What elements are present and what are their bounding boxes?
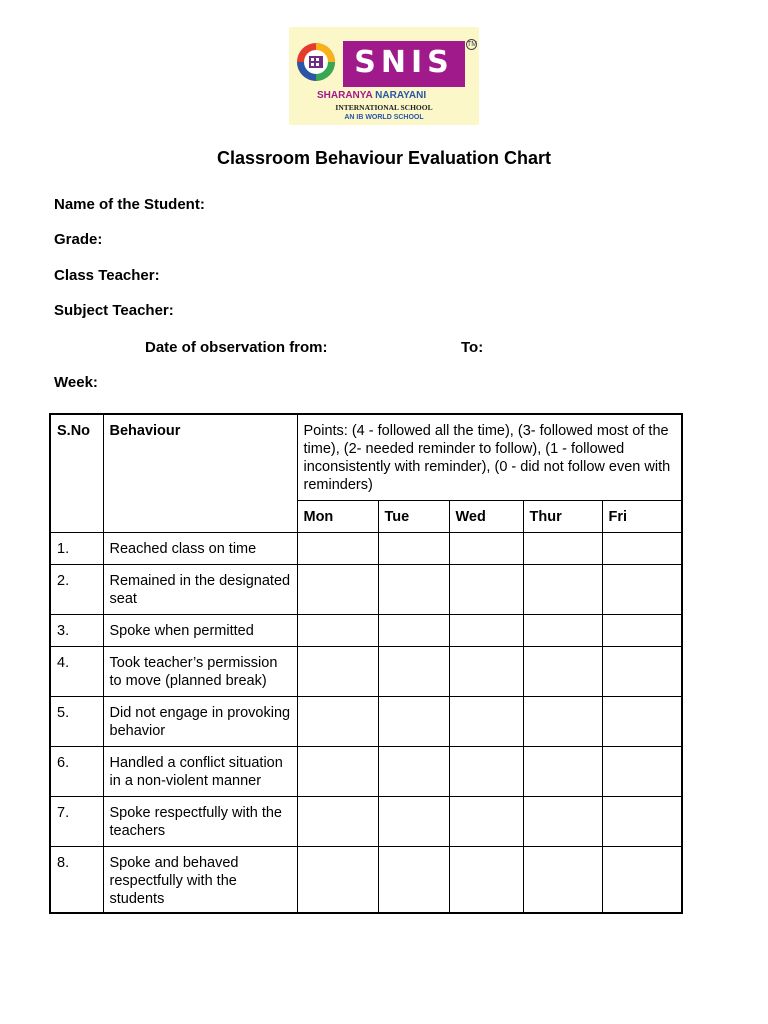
row-sno: 3. [50, 614, 103, 646]
score-cell-thur [523, 646, 602, 696]
score-cell-tue [378, 532, 449, 564]
score-cell-thur [523, 532, 602, 564]
score-cell-mon [297, 646, 378, 696]
row-behaviour: Spoke when permitted [103, 614, 297, 646]
header-behaviour: Behaviour [103, 414, 297, 532]
table-row [50, 796, 682, 846]
header-day-wed: Wed [449, 500, 523, 532]
header-sno: S.No [50, 414, 103, 532]
score-cell-tue [378, 846, 449, 913]
row-behaviour: Reached class on time [103, 532, 297, 564]
score-cell-wed [449, 796, 523, 846]
student-name-label: Name of the Student: [54, 196, 205, 213]
score-cell-tue [378, 614, 449, 646]
score-cell-fri [602, 796, 682, 846]
brand-text: SNIS [354, 45, 454, 80]
score-cell-wed [449, 746, 523, 796]
row-behaviour: Remained in the designated seat [103, 564, 297, 614]
score-cell-mon [297, 846, 378, 913]
score-cell-thur [523, 846, 602, 913]
row-sno: 6. [50, 746, 103, 796]
trademark-mark: TM [467, 41, 478, 48]
score-cell-fri [602, 532, 682, 564]
date-to-label: To: [461, 339, 484, 356]
table-row [50, 746, 682, 796]
score-cell-thur [523, 796, 602, 846]
table-row [50, 846, 682, 913]
row-sno: 7. [50, 796, 103, 846]
score-cell-mon [297, 564, 378, 614]
school-emblem-icon [295, 41, 337, 83]
header-day-mon: Mon [297, 500, 378, 532]
header-day-fri: Fri [602, 500, 682, 532]
score-cell-fri [602, 696, 682, 746]
score-cell-fri [602, 614, 682, 646]
row-sno: 2. [50, 564, 103, 614]
score-cell-mon [297, 696, 378, 746]
score-cell-tue [378, 696, 449, 746]
row-sno: 8. [50, 846, 103, 913]
score-cell-fri [602, 564, 682, 614]
row-behaviour: Did not engage in provoking behavior [103, 696, 297, 746]
score-cell-tue [378, 564, 449, 614]
score-cell-mon [297, 532, 378, 564]
score-cell-thur [523, 564, 602, 614]
score-cell-fri [602, 846, 682, 913]
subject-teacher-label: Subject Teacher: [54, 302, 174, 319]
table-row [50, 614, 682, 646]
row-behaviour: Took teacher’s permission to move (planned break) [103, 646, 297, 696]
grade-label: Grade: [54, 231, 103, 248]
score-cell-mon [297, 746, 378, 796]
score-cell-mon [297, 614, 378, 646]
school-name [317, 90, 426, 101]
page-title: Classroom Behaviour Evaluation Chart [216, 148, 552, 168]
score-cell-thur [523, 746, 602, 796]
behaviour-table [49, 413, 683, 914]
school-tagline: AN IB WORLD SCHOOL [344, 114, 424, 121]
score-cell-wed [449, 696, 523, 746]
score-cell-wed [449, 646, 523, 696]
header-day-thur: Thur [523, 500, 602, 532]
score-cell-fri [602, 646, 682, 696]
school-type: INTERNATIONAL SCHOOL [335, 103, 433, 112]
school-name-part1: SHARANYA [317, 90, 373, 101]
header-points-legend: Points: (4 - followed all the time), (3- followed most of the time), (2- needed reminder to follow), (1 - followed inconsistently with reminder), (0 - did not follow even with reminders) [297, 414, 682, 500]
school-logo [289, 27, 479, 125]
row-behaviour: Spoke respectfully with the teachers [103, 796, 297, 846]
table-row [50, 564, 682, 614]
score-cell-tue [378, 796, 449, 846]
score-cell-tue [378, 646, 449, 696]
score-cell-tue [378, 746, 449, 796]
score-cell-wed [449, 564, 523, 614]
class-teacher-label: Class Teacher: [54, 267, 160, 284]
score-cell-thur [523, 614, 602, 646]
score-cell-wed [449, 614, 523, 646]
score-cell-wed [449, 532, 523, 564]
row-sno: 1. [50, 532, 103, 564]
date-from-label: Date of observation from: [145, 339, 328, 356]
table-row [50, 532, 682, 564]
header-day-tue: Tue [378, 500, 449, 532]
table-row [50, 696, 682, 746]
row-behaviour: Spoke and behaved respectfully with the students [103, 846, 297, 913]
score-cell-thur [523, 696, 602, 746]
row-behaviour: Handled a conflict situation in a non-violent manner [103, 746, 297, 796]
score-cell-wed [449, 846, 523, 913]
row-sno: 5. [50, 696, 103, 746]
week-label: Week: [54, 374, 98, 391]
score-cell-mon [297, 796, 378, 846]
row-sno: 4. [50, 646, 103, 696]
table-row [50, 646, 682, 696]
brand-box [343, 41, 465, 87]
score-cell-fri [602, 746, 682, 796]
school-name-part2: NARAYANI [375, 90, 427, 101]
